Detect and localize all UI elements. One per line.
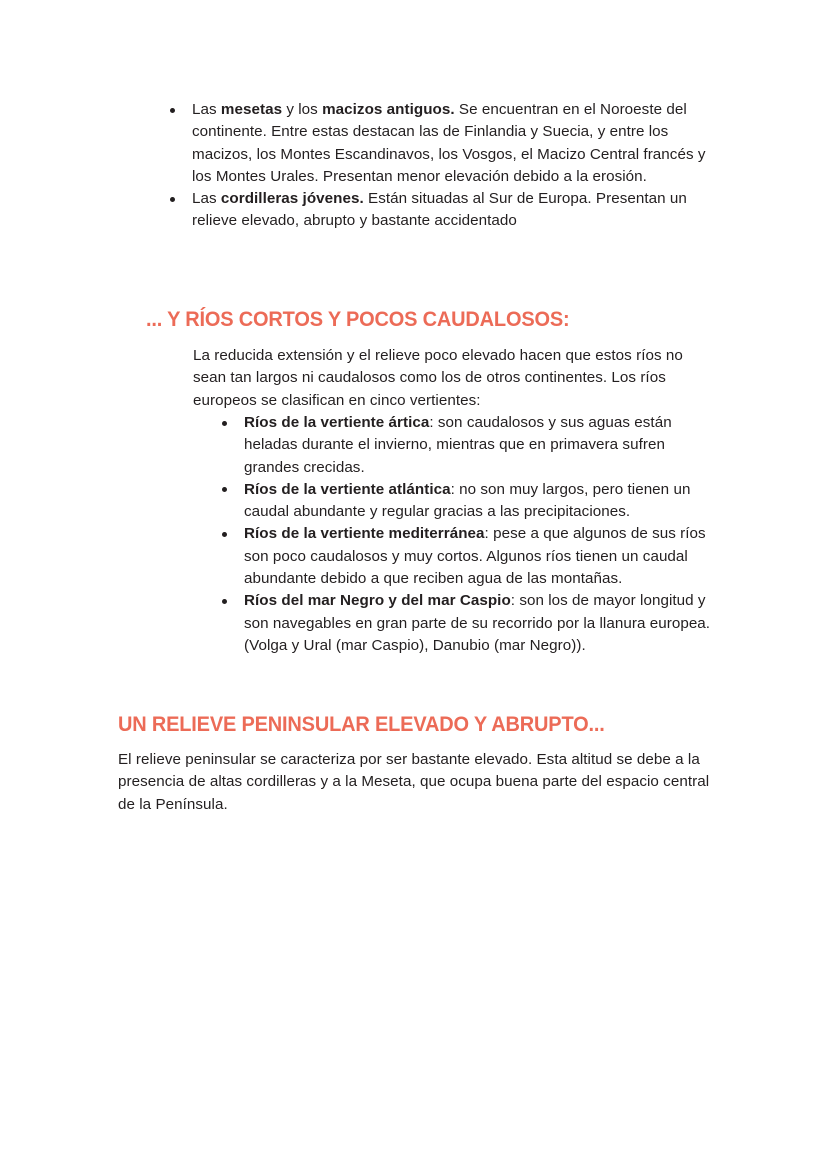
list-item-body: : son los de mayor longitud y son navegables en gran parte de su recorrido por la llanura europea. (Volga y Ural (mar Caspio), Danubio (mar Negro)).	[244, 592, 711, 654]
list-item-lead: Las	[192, 190, 221, 208]
list-item	[221, 412, 716, 479]
list-item-body: : pese a que algunos de sus ríos son poco caudalosos y muy cortos. Algunos ríos tienen un caudal abundante debido a que reciben agua de las montañas.	[244, 525, 706, 588]
peninsula-paragraph: El relieve peninsular se caracteriza por ser bastante elevado. Esta altitud se debe a la presencia de altas cordilleras y a la Meseta, que ocupa buena parte del espacio central de la Península.	[118, 751, 710, 813]
peninsula-paragraph-block	[118, 749, 713, 816]
list-item-body: Se encuentran en el Noroeste del continente. Entre estas destacan las de Finlandia y Suecia, y entre los macizos, los Montes Escandinavos, los Vosgos, el Macizo Central francés y los Montes Urales. Presentan menor elevación debido a la erosión.	[192, 101, 706, 185]
rivers-section-heading: ... Y RÍOS CORTOS Y POCOS CAUDALOSOS:	[146, 307, 570, 331]
peninsula-section-heading: UN RELIEVE PENINSULAR ELEVADO Y ABRUPTO...	[118, 712, 605, 736]
rivers-list	[221, 412, 716, 657]
rivers-list-block	[221, 412, 716, 657]
list-item-body: Están situadas al Sur de Europa. Presentan un relieve elevado, abrupto y bastante accidentado	[192, 190, 687, 230]
list-item	[169, 188, 714, 233]
list-item-body: : no son muy largos, pero tienen un caudal abundante y regular gracias a las precipitaciones.	[244, 480, 691, 521]
list-item-term: Ríos de la vertiente ártica	[244, 414, 430, 431]
list-item	[221, 590, 716, 657]
list-item	[221, 479, 716, 524]
relief-types-list	[169, 99, 714, 233]
list-item-term-1: cordilleras jóvenes.	[220, 190, 364, 208]
list-item-mid: y los	[282, 101, 323, 118]
rivers-section-heading-block	[146, 307, 601, 331]
list-item-term: Ríos del mar Negro y del mar Caspio	[244, 592, 511, 610]
list-item	[221, 523, 716, 590]
list-item-term-2: macizos antiguos.	[322, 101, 455, 118]
list-item	[169, 99, 714, 188]
rivers-intro-paragraph: La reducida extensión y el relieve poco elevado hacen que estos ríos no sean tan largos ni caudalosos como los de otros continentes. Los ríos europeos se clasifican en cinco vertientes:	[193, 347, 683, 409]
relief-types-list-block	[169, 99, 714, 233]
peninsula-section-heading-block	[118, 712, 641, 736]
list-item-lead: Las	[192, 101, 221, 118]
list-item-body: : son caudalosos y sus aguas están heladas durante el invierno, mientras que en primavera sufren grandes crecidas.	[244, 414, 672, 476]
rivers-intro-block	[193, 345, 713, 412]
list-item-term: Ríos de la vertiente mediterránea	[244, 525, 485, 543]
list-item-term: Ríos de la vertiente atlántica	[244, 480, 451, 498]
list-item-term-1: mesetas	[220, 101, 283, 118]
